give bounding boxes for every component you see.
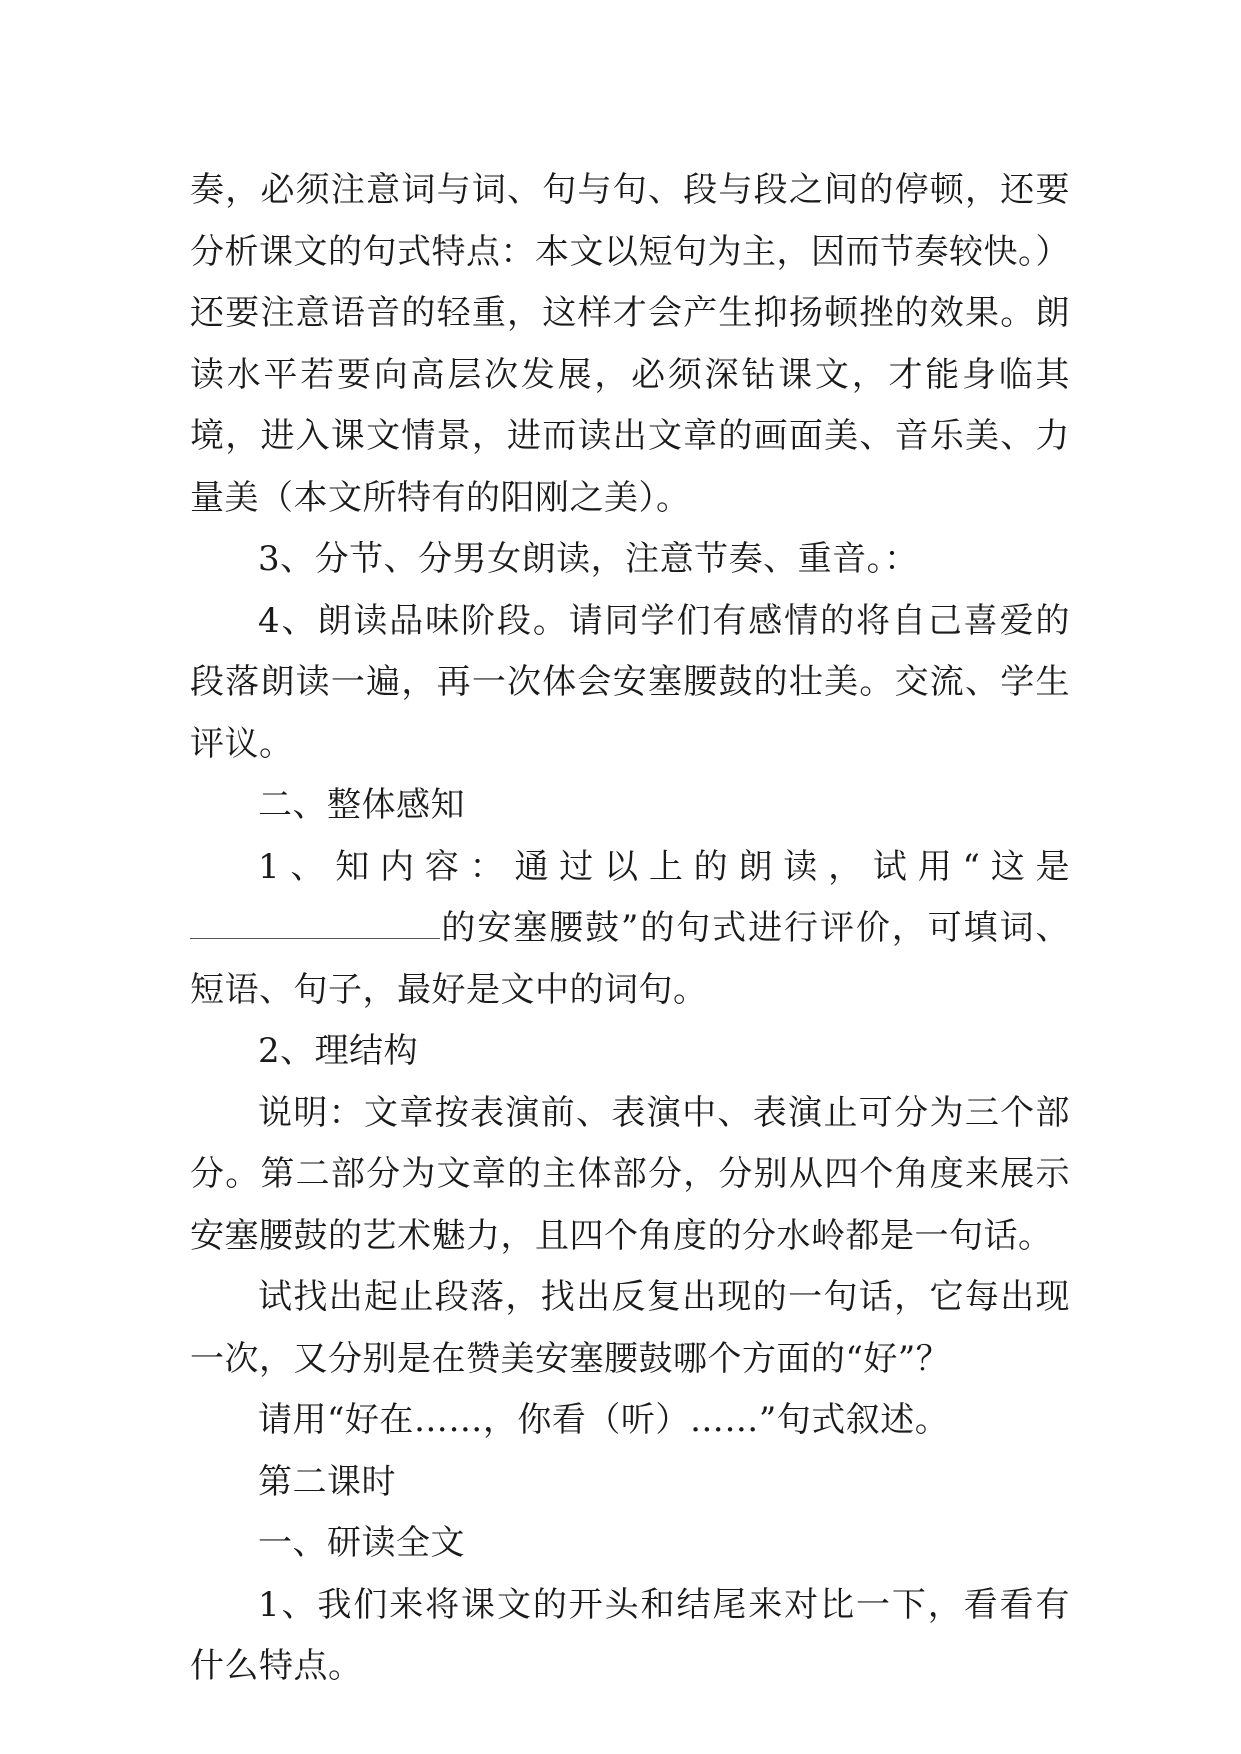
- paragraph-find-sentence: 试找出起止段落，找出反复出现的一句话，它每出现一次，又分别是在赞美安塞腰鼓哪个方面的“好”？: [190, 1277, 1070, 1379]
- lesson-heading-second-period: 第二课时: [258, 1461, 396, 1502]
- know-content-text-after: 的安塞腰鼓”的句式进行评价，可填词、短语、句子，最好是文中的词句。: [190, 908, 1070, 1010]
- paragraph-know-content: [190, 837, 1070, 1022]
- paragraph-compare-beginning-end: 1、我们来将课文的开头和结尾来对比一下，看看有什么特点。: [190, 1584, 1070, 1686]
- section-heading-overall-perception: 二、整体感知: [258, 785, 465, 825]
- paragraph-step-3: 3、分节、分男女朗读，注意节奏、重音。：: [258, 539, 919, 579]
- paragraph-step-4: 4、朗读品味阶段。请同学们有感情的将自己喜爱的段落朗读一遍，再一次体会安塞腰鼓的壮美。交流、学生评议。: [190, 600, 1070, 764]
- section-heading-study-full-text: 一、研读全文: [258, 1523, 465, 1563]
- paragraph-continuation: 奏，必须注意词与词、句与句、段与段之间的停顿，还要分析课文的句式特点：本文以短句为主，因而节奏较快。）还要注意语音的轻重，这样才会产生抑扬顿挫的效果。朗读水平若要向高层次发展，必须深钻课文，才能身临其境，进入课文情景，进而读出文章的画面美、音乐美、力量美（本文所特有的阳刚之美）。: [190, 170, 1070, 518]
- subheading-structure: 2、理结构: [258, 1031, 419, 1071]
- fill-in-blank-line: [190, 908, 440, 939]
- paragraph-sentence-pattern: 请用“好在……，你看（听）……”句式叙述。: [258, 1400, 950, 1440]
- document-body: [190, 160, 1070, 1698]
- paragraph-explanation: 说明：文章按表演前、表演中、表演止可分为三个部分。第二部分为文章的主体部分，分别从四个角度来展示安塞腰鼓的艺术魅力，且四个角度的分水岭都是一句话。: [190, 1092, 1070, 1256]
- know-content-text-before: 1、知内容：通过以上的朗读，试用“这是: [258, 846, 1070, 887]
